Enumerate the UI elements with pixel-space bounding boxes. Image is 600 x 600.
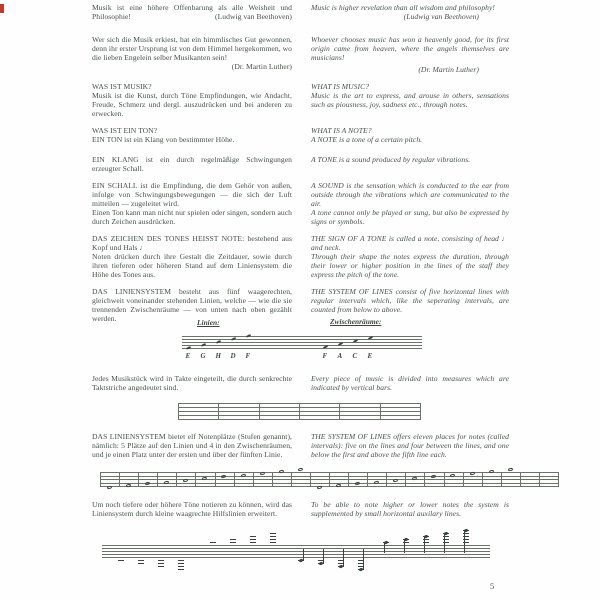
- bar-line: [253, 472, 254, 487]
- bar-line: [482, 472, 483, 487]
- space-letter: F: [322, 351, 328, 360]
- space-letter: A: [337, 351, 343, 360]
- ledger-line: [250, 536, 257, 537]
- staff-line: [182, 345, 422, 346]
- staff-line: [102, 557, 490, 558]
- whole-note: [374, 480, 380, 485]
- body-text: Einen Ton kann man nicht nur spielen oder singen, sondern auch durch Zeichen ausdrücken.: [92, 207, 292, 226]
- bar-line: [272, 472, 273, 487]
- body-text: THE SYSTEM OF LINES consist of five horizontal lines with regular intervals which, like the seperating intervals, are counted from below to above.: [311, 287, 509, 314]
- body-text: DAS LINIENSYSTEM besteht aus fünf waagerechten, gleichweit voneinander stehenden Linien, welche — wie die sie trennenden Zwischenräume — von unten nach oben gezählt werden.: [92, 287, 292, 323]
- ledger-line: [158, 566, 165, 567]
- line-letter: H: [215, 351, 221, 360]
- ledger-line: [270, 536, 277, 537]
- whole-note: [317, 485, 323, 490]
- staff-measures-diagram: [178, 403, 420, 420]
- heading-what-is-a-note: WHAT IS A NOTE?: [311, 126, 372, 135]
- bar-line: [380, 403, 381, 420]
- ledger-line: [158, 560, 165, 561]
- quote-luther-en: [311, 36, 509, 75]
- line-note: [201, 343, 206, 347]
- bar-line: [329, 472, 330, 487]
- bar-line: [138, 472, 139, 487]
- ledger-line: [178, 569, 185, 570]
- whole-note: [450, 473, 456, 478]
- line-letter: F: [245, 351, 251, 360]
- line-letter: D: [230, 351, 236, 360]
- body-text: A TONE is a sound produced by regular vibrations.: [311, 155, 471, 164]
- note-stem: [303, 549, 304, 561]
- whole-note: [126, 484, 132, 489]
- staff-line: [182, 336, 422, 337]
- body-text: Jedes Musikstück wird in Takte eingeteilt, die durch senkrechte Taktstriche angedeutet sind.: [92, 374, 292, 392]
- bar-line: [386, 472, 387, 487]
- line-note: [246, 334, 251, 338]
- ledger-line: [230, 542, 237, 543]
- ledger-line: [138, 563, 145, 564]
- bar-line: [259, 403, 260, 420]
- bar-line: [218, 403, 219, 420]
- whole-note: [278, 470, 284, 475]
- body-text: A NOTE is a tone of a certain pitch.: [311, 134, 423, 144]
- whole-note: [336, 484, 342, 489]
- bar-line: [405, 472, 406, 487]
- ledger-line: [158, 563, 165, 564]
- ledger-line: [138, 560, 145, 561]
- staff-eleven-places-diagram: [100, 472, 558, 487]
- staff-auxiliary-lines-diagram: [102, 545, 490, 558]
- whole-note: [164, 480, 170, 485]
- ledger-line: [250, 542, 257, 543]
- ledger-line: [118, 560, 125, 561]
- body-text: To be able to note higher or lower notes the system is supplemented by small horizontal auxilary lines.: [311, 500, 509, 518]
- body-text: EIN SCHALL ist die Empfindung, die dem Gehör von außen, infolge von Schwingungsbewegungen — die sich der Luft mitteilen — zugeleitet wird.: [92, 181, 292, 208]
- note-stem: [404, 539, 405, 553]
- ledger-line: [178, 560, 185, 561]
- body-text: EIN KLANG ist ein durch regelmäßige Schwingungen erzeugter Schall.: [92, 155, 292, 173]
- body-text: THE SYSTEM OF LINES offers eleven places for notes (called intervals): five on the lines and four between the lines, and one below the first and above the fifth line each.: [311, 432, 509, 459]
- bar-line: [424, 472, 425, 487]
- note-stem: [384, 542, 385, 553]
- bar-line: [348, 472, 349, 487]
- staff-line: [102, 548, 490, 549]
- quote-attribution: (Ludwig van Beethoven): [214, 11, 292, 21]
- whole-note: [488, 470, 494, 475]
- bar-line: [463, 472, 464, 487]
- page-number: 5: [490, 581, 495, 591]
- ledger-line: [178, 563, 185, 564]
- bar-line: [178, 403, 179, 420]
- note-stem: [323, 549, 324, 564]
- bar-line: [157, 472, 158, 487]
- bar-line: [501, 472, 502, 487]
- bar-line: [444, 472, 445, 487]
- label-zwischenraeume: Zwischenräume:: [330, 317, 382, 326]
- ledger-line: [270, 533, 277, 534]
- body-text: A SOUND is the sensation which is conducted to the ear from outside through the vibrations which are communicated to the air.: [311, 181, 509, 208]
- quote-text: Musik ist eine höhere Offenbarung als alle Weisheit und Philosophie!: [92, 3, 292, 21]
- bar-line: [291, 472, 292, 487]
- body-text: Every piece of music is divided into measures which are indicated by vertical bars.: [311, 374, 509, 392]
- ledger-line: [230, 539, 237, 540]
- line-note: [231, 337, 236, 341]
- staff-lines-and-spaces-diagram: [182, 336, 422, 360]
- space-letter: C: [352, 351, 358, 360]
- bar-line: [299, 403, 300, 420]
- bar-line: [100, 472, 101, 487]
- line-letter: E: [185, 351, 191, 360]
- staff-line: [102, 545, 490, 546]
- bar-line: [176, 472, 177, 487]
- note-stem: [363, 549, 364, 570]
- quote-attribution: (Ludwig van Beethoven): [403, 11, 479, 21]
- note-stem: [464, 530, 465, 553]
- quote-text: Whoever chooses music has won a heavenly good, for its first origin came from heaven, where the angels themselves are musicians!: [311, 35, 509, 62]
- bar-line: [520, 472, 521, 487]
- body-text: Through their shape the notes express the duration, through their lower or higher position in the lines of the staff they express the pitch of the tone.: [311, 251, 509, 279]
- bar-line: [310, 472, 311, 487]
- body-text: DAS ZEICHEN DES TONES HEISST NOTE: bestehend aus Kopf und Hals ♩: [92, 234, 292, 252]
- line-letter: G: [200, 351, 206, 360]
- space-letter: E: [367, 351, 373, 360]
- bar-line: [367, 472, 368, 487]
- line-note: [216, 340, 221, 344]
- bar-line: [558, 472, 559, 487]
- body-text: Music is the art to express, and arouse in others, sensations such as piousness, joy, sadness etc., through notes.: [311, 90, 509, 109]
- heading-was-ist-musik: WAS IST MUSIK?: [92, 82, 152, 91]
- bar-line: [339, 403, 340, 420]
- body-text: Musik ist die Kunst, durch Töne Empfindungen, wie Andacht, Freude, Schmerz und dergl. auszudrücken und bei anderen zu erwecken.: [92, 90, 292, 118]
- quote-text: Wer sich die Musik erkiest, hat ein himmlisches Gut gewonnen, denn ihr erster Ursprung ist von dem Himmel hergekommen, wo die lieben Engelein selber Musikanten sein!: [92, 35, 292, 62]
- note-stem: [343, 549, 344, 567]
- body-text: THE SIGN OF A TONE is called a note, consisting of head ♩ and neck.: [311, 234, 509, 252]
- ledger-line: [250, 539, 257, 540]
- whole-note: [107, 485, 113, 490]
- body-text: Noten drücken durch ihre Gestalt die Zeitdauer, sowie durch ihren tieferen oder höheren Stand auf dem Liniensystem die Höhe des Tones aus.: [92, 251, 292, 279]
- staff-line: [102, 551, 490, 552]
- heading-was-ist-ein-ton: WAS IST EIN TON?: [92, 126, 158, 135]
- ledger-line: [178, 566, 185, 567]
- bar-line: [215, 472, 216, 487]
- staff-line: [102, 554, 490, 555]
- quote-attribution: (Dr. Martin Luther): [231, 61, 292, 71]
- bar-line: [195, 472, 196, 487]
- quote-luther-de: [92, 36, 292, 72]
- bar-line: [234, 472, 235, 487]
- quote-beethoven-de: [92, 4, 292, 22]
- body-text: EIN TON ist ein Klang von bestimmter Höhe.: [92, 134, 235, 144]
- bar-line: [420, 403, 421, 420]
- bar-line: [539, 472, 540, 487]
- quote-beethoven-en: [311, 4, 509, 22]
- note-stem: [424, 536, 425, 553]
- heading-what-is-music: WHAT IS MUSIC?: [311, 82, 370, 91]
- body-text: Um noch tiefere oder höhere Töne notieren zu können, wird das Liniensystem durch kleine waagrechte Hilfslinien erweitert.: [92, 500, 292, 518]
- staff-line: [182, 348, 422, 349]
- quote-text: Music is higher revelation than all wisdom and philosophy!: [311, 3, 496, 12]
- ledger-line: [210, 542, 217, 543]
- note-stem: [444, 533, 445, 553]
- ledger-line: [270, 539, 277, 540]
- label-linien: Linien:: [197, 318, 220, 327]
- body-text: A tone cannot only be played or sung, but also be expressed by signs or symbols.: [311, 207, 509, 226]
- bar-line: [119, 472, 120, 487]
- red-edge-mark: [0, 4, 4, 13]
- body-text: DAS LINIENSYSTEM bietet elf Notenplätze (Stufen genannt), nämlich: 5 Plätze auf den Linien und 4 in den Zwischenräumen, und je einen Platz unter der ersten und über der fünften Linie.: [92, 432, 292, 459]
- whole-note: [240, 473, 246, 478]
- line-note: [186, 346, 191, 350]
- ledger-line: [270, 542, 277, 543]
- quote-attribution: (Dr. Martin Luther): [418, 65, 479, 75]
